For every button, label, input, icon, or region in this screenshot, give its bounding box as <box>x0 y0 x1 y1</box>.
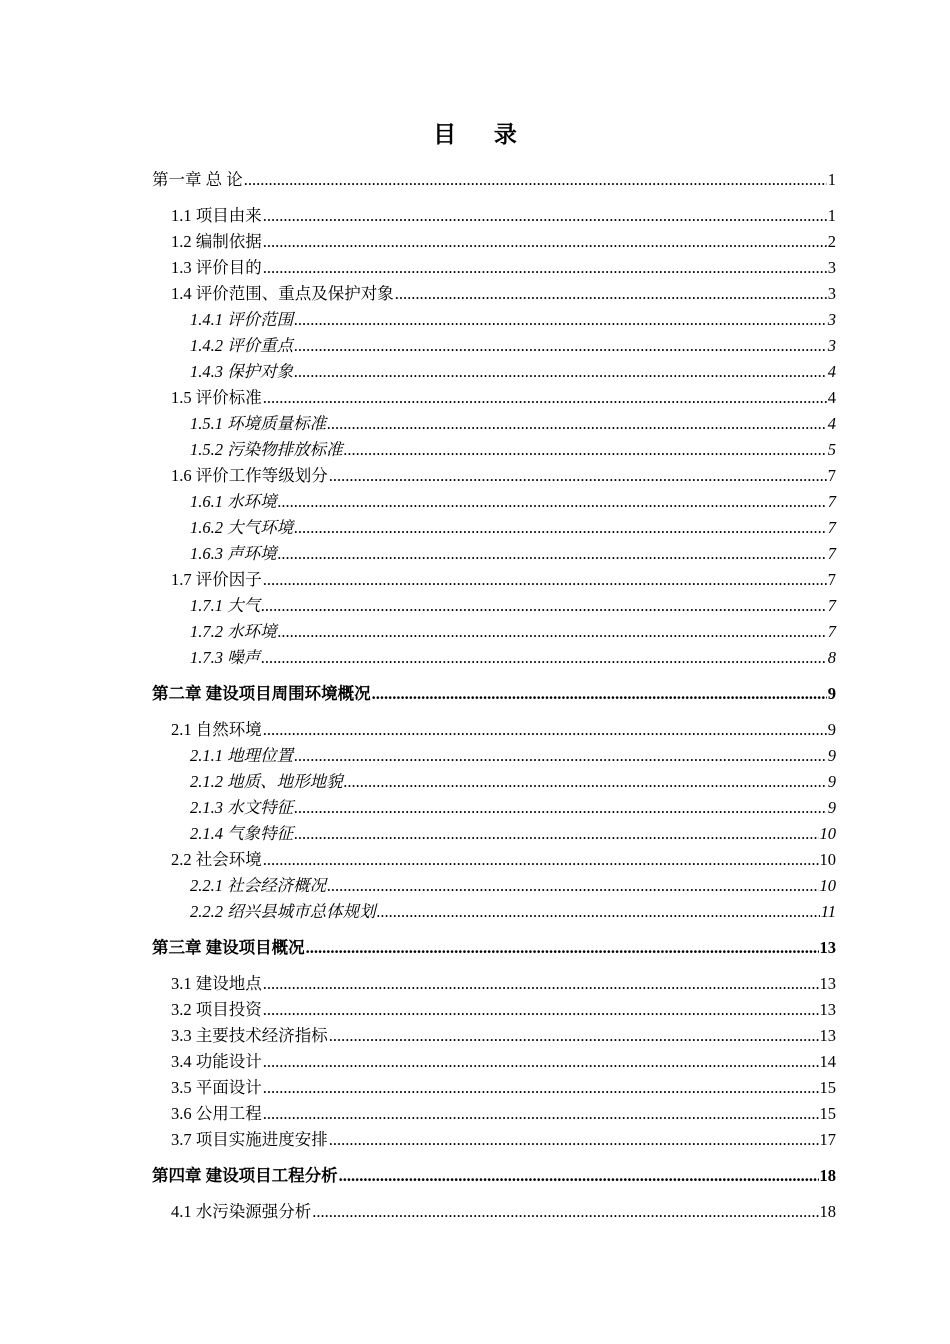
toc-entry-title: 3.5 平面设计 <box>171 1078 262 1097</box>
toc-page-number: 9 <box>827 798 836 817</box>
toc-entry-title: 1.4.1 评价范围 <box>190 310 294 329</box>
toc-page-number: 13 <box>819 1000 836 1019</box>
toc-dot-leader <box>344 438 827 462</box>
toc-page-number: 7 <box>827 544 836 563</box>
toc-entry-row <box>171 204 836 228</box>
toc-entry-row <box>171 282 836 306</box>
toc-entry-row <box>152 936 836 960</box>
toc-entry-title: 2.2 社会环境 <box>171 850 262 869</box>
toc-dot-leader <box>372 682 827 706</box>
toc-subsection-entry[interactable] <box>0 516 950 540</box>
toc-page-number: 7 <box>827 466 836 485</box>
toc-entry-title: 1.4.3 保护对象 <box>190 362 294 381</box>
toc-entry-row <box>190 770 836 794</box>
toc-entry-row <box>190 490 836 514</box>
toc-dot-leader <box>263 1050 819 1074</box>
toc-subsection-entry[interactable] <box>0 438 950 462</box>
toc-page-number: 9 <box>827 772 836 791</box>
toc-entry-title: 3.2 项目投资 <box>171 1000 262 1019</box>
toc-entry-title: 4.1 水污染源强分析 <box>171 1202 312 1221</box>
toc-entry-row <box>152 1164 836 1188</box>
toc-page-number: 1 <box>827 206 836 225</box>
toc-entry-row <box>171 230 836 254</box>
toc-dot-leader <box>263 1076 819 1100</box>
toc-section-entry[interactable] <box>0 848 950 872</box>
toc-dot-leader <box>294 796 827 820</box>
toc-entry-title: 1.1 项目由来 <box>171 206 262 225</box>
toc-page-number: 7 <box>827 570 836 589</box>
toc-entry-row <box>171 972 836 996</box>
toc-entry-title: 1.6.1 水环境 <box>190 492 277 511</box>
toc-subsection-entry[interactable] <box>0 308 950 332</box>
toc-entry-title: 1.7.1 大气 <box>190 596 261 615</box>
toc-dot-leader <box>261 646 827 670</box>
toc-entry-title: 1.3 评价目的 <box>171 258 262 277</box>
toc-entry-title: 2.1.1 地理位置 <box>190 746 294 765</box>
toc-section-entry[interactable] <box>0 1128 950 1152</box>
toc-page-number: 10 <box>819 876 836 895</box>
toc-entry-row <box>171 568 836 592</box>
toc-dot-leader <box>263 1102 819 1126</box>
toc-page-number: 5 <box>827 440 836 459</box>
toc-entry-title: 1.5.1 环境质量标准 <box>190 414 327 433</box>
toc-page-number: 17 <box>819 1130 836 1149</box>
toc-entry-title: 1.4.2 评价重点 <box>190 336 294 355</box>
toc-dot-leader <box>244 168 827 192</box>
toc-entry-title: 1.5 评价标准 <box>171 388 262 407</box>
page-title: 目 录 <box>433 122 533 147</box>
toc-section-entry[interactable] <box>0 204 950 228</box>
toc-entry-row <box>152 168 836 192</box>
toc-section-entry[interactable] <box>0 282 950 306</box>
toc-entry-title: 1.4 评价范围、重点及保护对象 <box>171 284 394 303</box>
toc-subsection-entry[interactable] <box>0 360 950 384</box>
toc-dot-leader <box>263 204 827 228</box>
toc-page-number: 9 <box>827 720 836 739</box>
toc-entry-row <box>171 718 836 742</box>
toc-entry-title: 1.6.3 声环境 <box>190 544 277 563</box>
toc-entry-row <box>190 822 836 846</box>
toc-dot-leader <box>306 936 819 960</box>
toc-section-entry[interactable] <box>0 386 950 410</box>
toc-entry-title: 2.2.2 绍兴县城市总体规划 <box>190 902 376 921</box>
toc-entry-row <box>190 438 836 462</box>
toc-dot-leader <box>261 594 827 618</box>
toc-subsection-entry[interactable] <box>0 542 950 566</box>
toc-page-number: 4 <box>827 362 836 381</box>
toc-section-entry[interactable] <box>0 1076 950 1100</box>
toc-dot-leader <box>294 822 818 846</box>
toc-chapter-entry[interactable] <box>0 168 950 192</box>
toc-dot-leader <box>294 360 827 384</box>
toc-dot-leader <box>263 718 827 742</box>
toc-section-entry[interactable] <box>0 256 950 280</box>
toc-page-number: 13 <box>819 1026 836 1045</box>
toc-subsection-entry[interactable] <box>0 334 950 358</box>
toc-entry-row <box>171 1050 836 1074</box>
toc-section-entry[interactable] <box>0 1200 950 1224</box>
toc-entry-row <box>190 308 836 332</box>
toc-entry-title: 3.6 公用工程 <box>171 1104 262 1123</box>
toc-dot-leader <box>278 542 827 566</box>
toc-dot-leader <box>263 848 819 872</box>
toc-dot-leader <box>278 490 827 514</box>
toc-dot-leader <box>327 874 818 898</box>
toc-page-number: 10 <box>819 850 836 869</box>
toc-section-entry[interactable] <box>0 1050 950 1074</box>
toc-entry-title: 1.7.2 水环境 <box>190 622 277 641</box>
toc-dot-leader <box>294 334 827 358</box>
toc-subsection-entry[interactable] <box>0 412 950 436</box>
toc-entry-row <box>171 464 836 488</box>
toc-section-entry[interactable] <box>0 718 950 742</box>
toc-dot-leader <box>329 1128 819 1152</box>
toc-page-number: 3 <box>827 336 836 355</box>
toc-page-number: 15 <box>819 1104 836 1123</box>
toc-dot-leader <box>329 1024 819 1048</box>
toc-entry-row <box>190 796 836 820</box>
toc-subsection-entry[interactable] <box>0 822 950 846</box>
toc-dot-leader <box>263 386 827 410</box>
toc-section-entry[interactable] <box>0 464 950 488</box>
toc-entry-title: 2.2.1 社会经济概况 <box>190 876 327 895</box>
toc-chapter-entry[interactable] <box>0 682 950 706</box>
toc-entry-row <box>190 594 836 618</box>
toc-entry-title: 3.1 建设地点 <box>171 974 262 993</box>
toc-page-number: 18 <box>819 1166 836 1185</box>
toc-section-entry[interactable] <box>0 1024 950 1048</box>
toc-page-number: 13 <box>819 938 836 957</box>
toc-page-number: 11 <box>820 902 836 921</box>
toc-dot-leader <box>263 230 827 254</box>
toc-subsection-entry[interactable] <box>0 646 950 670</box>
toc-page-number: 2 <box>827 232 836 251</box>
toc-entry-row <box>171 1076 836 1100</box>
toc-entry-title: 1.6.2 大气环境 <box>190 518 294 537</box>
toc-page-number: 1 <box>827 170 836 189</box>
toc-entry-row <box>171 848 836 872</box>
toc-page-number: 3 <box>827 284 836 303</box>
toc-dot-leader <box>263 972 819 996</box>
toc-subsection-entry[interactable] <box>0 744 950 768</box>
toc-entry-row <box>190 900 836 924</box>
toc-page-number: 7 <box>827 492 836 511</box>
toc-entry-row <box>190 646 836 670</box>
toc-entry-row <box>190 620 836 644</box>
toc-dot-leader <box>263 568 827 592</box>
toc-page-number: 3 <box>827 258 836 277</box>
toc-dot-leader <box>294 308 827 332</box>
toc-entry-row <box>152 682 836 706</box>
toc-subsection-entry[interactable] <box>0 620 950 644</box>
toc-dot-leader <box>327 412 827 436</box>
toc-entry-title: 2.1.2 地质、地形地貌 <box>190 772 343 791</box>
toc-entry-row <box>171 256 836 280</box>
toc-page-number: 4 <box>827 388 836 407</box>
toc-page-number: 15 <box>819 1078 836 1097</box>
toc-dot-leader <box>395 282 827 306</box>
toc-entry-title: 第二章 建设项目周围环境概况 <box>152 684 371 703</box>
toc-page-number: 7 <box>827 622 836 641</box>
toc-entry-row <box>190 360 836 384</box>
toc-subsection-entry[interactable] <box>0 900 950 924</box>
toc-page-number: 9 <box>827 746 836 765</box>
toc-dot-leader <box>294 516 827 540</box>
toc-page-number: 9 <box>827 684 836 703</box>
toc-subsection-entry[interactable] <box>0 594 950 618</box>
toc-page-number: 3 <box>827 310 836 329</box>
toc-entry-title: 1.6 评价工作等级划分 <box>171 466 328 485</box>
toc-section-entry[interactable] <box>0 230 950 254</box>
toc-entry-title: 第四章 建设项目工程分析 <box>152 1166 338 1185</box>
toc-dot-leader <box>329 464 827 488</box>
toc-entry-row <box>171 1102 836 1126</box>
toc-page-number: 7 <box>827 518 836 537</box>
toc-entry-title: 2.1.4 气象特征 <box>190 824 294 843</box>
toc-entry-row <box>171 1200 836 1224</box>
toc-chapter-entry[interactable] <box>0 936 950 960</box>
toc-entry-title: 3.4 功能设计 <box>171 1052 262 1071</box>
toc-dot-leader <box>339 1164 819 1188</box>
toc-section-entry[interactable] <box>0 1102 950 1126</box>
toc-entry-row <box>190 542 836 566</box>
toc-page-number: 8 <box>827 648 836 667</box>
toc-subsection-entry[interactable] <box>0 490 950 514</box>
toc-section-entry[interactable] <box>0 568 950 592</box>
toc-page-number: 7 <box>827 596 836 615</box>
toc-page-number: 14 <box>819 1052 836 1071</box>
toc-subsection-entry[interactable] <box>0 874 950 898</box>
toc-page-number: 10 <box>819 824 836 843</box>
toc-chapter-entry[interactable] <box>0 1164 950 1188</box>
toc-dot-leader <box>263 998 819 1022</box>
toc-page-number: 18 <box>819 1202 836 1221</box>
toc-entry-title: 3.3 主要技术经济指标 <box>171 1026 328 1045</box>
toc-entry-title: 2.1 自然环境 <box>171 720 262 739</box>
toc-dot-leader <box>263 256 827 280</box>
toc-section-entry[interactable] <box>0 998 950 1022</box>
toc-entry-title: 2.1.3 水文特征 <box>190 798 294 817</box>
toc-entry-title: 第三章 建设项目概况 <box>152 938 305 957</box>
toc-entry-row <box>190 744 836 768</box>
toc-dot-leader <box>294 744 827 768</box>
toc-page-number: 13 <box>819 974 836 993</box>
toc-dot-leader <box>377 900 820 924</box>
toc-entry-row <box>171 1024 836 1048</box>
toc-entry-row <box>190 516 836 540</box>
toc-dot-leader <box>344 770 827 794</box>
toc-entry-row <box>171 1128 836 1152</box>
toc-subsection-entry[interactable] <box>0 770 950 794</box>
toc-entry-row <box>171 386 836 410</box>
toc-section-entry[interactable] <box>0 972 950 996</box>
toc-entry-title: 第一章 总 论 <box>152 170 243 189</box>
toc-entry-row <box>190 334 836 358</box>
toc-dot-leader <box>278 620 827 644</box>
toc-entry-row <box>171 998 836 1022</box>
toc-entry-title: 1.5.2 污染物排放标准 <box>190 440 343 459</box>
toc-entry-title: 3.7 项目实施进度安排 <box>171 1130 328 1149</box>
toc-entry-title: 1.2 编制依据 <box>171 232 262 251</box>
toc-dot-leader <box>312 1200 818 1224</box>
toc-entry-title: 1.7.3 噪声 <box>190 648 261 667</box>
toc-page-number: 4 <box>827 414 836 433</box>
toc-entry-row <box>190 874 836 898</box>
toc-entry-row <box>190 412 836 436</box>
toc-subsection-entry[interactable] <box>0 796 950 820</box>
toc-entry-title: 1.7 评价因子 <box>171 570 262 589</box>
